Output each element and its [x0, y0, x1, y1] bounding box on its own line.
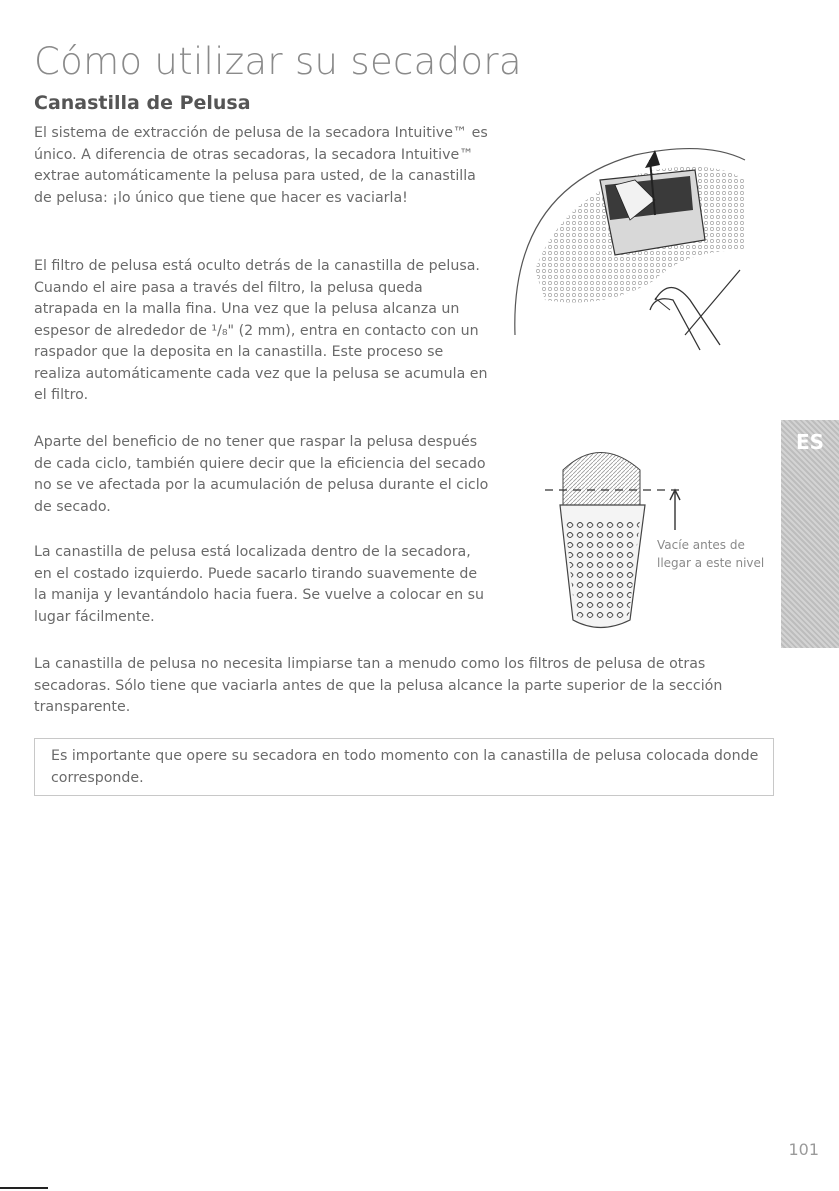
language-tab-label: ES	[795, 430, 825, 454]
footer-rule	[0, 1187, 48, 1189]
language-tab	[781, 420, 839, 648]
page-title: Cómo utilizar su secadora	[34, 40, 522, 83]
paragraph-lint-filter: El filtro de pelusa está oculto detrás de la canastilla de pelusa. Cuando el aire pasa a través del filtro, la pelusa queda atrapada en la malla fina. Una vez que la pelusa alcanza un espesor de alrededor de ¹/₈" (2 mm), entra en contacto con un raspador que la deposita en la canastilla. Este proceso se realiza automáticamente cada vez que la pelusa se acumula en el filtro.	[34, 258, 488, 403]
note-box	[34, 738, 774, 796]
paragraph-lint-system: El sistema de extracción de pelusa de la secadora Intuitive™ es único. A diferencia de otras secadoras, la secadora Intuitive™ extrae automáticamente la pelusa para usted, de la canastilla de pelusa: ¡lo único que tiene que hacer es vaciarla!	[34, 125, 488, 206]
paragraph-benefit: Aparte del beneficio de no tener que raspar la pelusa después de cada ciclo, también quiere decir que la eficiencia del secado no se ve afectada por la acumulación de pelusa durante el ciclo de secado.	[34, 434, 489, 515]
lint-basket-in-dryer-illustration	[505, 130, 750, 355]
note-text: Es importante que opere su secadora en todo momento con la canastilla de pelusa colocada donde corresponde.	[51, 748, 759, 786]
paragraph-cleaning: La canastilla de pelusa no necesita limpiarse tan a menudo como los filtros de pelusa de otras secadoras. Sólo tiene que vaciarla antes de que la pelusa alcance la parte superior de la sección transparente.	[34, 656, 723, 715]
fill-level-caption: Vacíe antes de llegar a este nivel	[657, 538, 765, 570]
section-heading: Canastilla de Pelusa	[34, 92, 251, 114]
paragraph-location: La canastilla de pelusa está localizada dentro de la secadora, en el costado izquierdo. Puede sacarlo tirando suavemente de la manija y levantándolo hacia fuera. Se vuelve a colocar en su lugar fácilmente.	[34, 544, 485, 625]
page-number: 101	[788, 1140, 819, 1159]
